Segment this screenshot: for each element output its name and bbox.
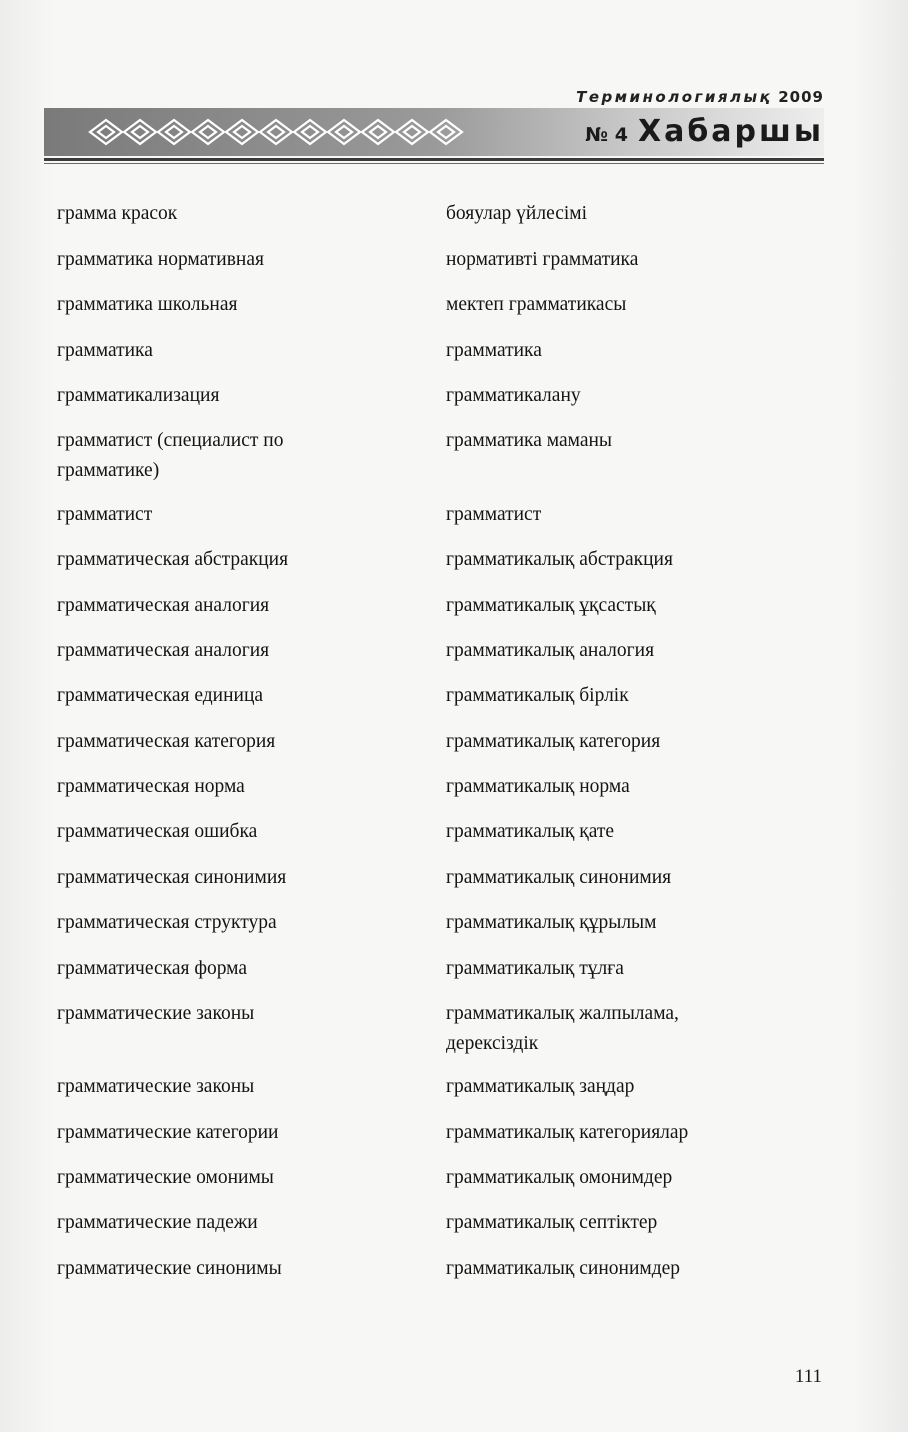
term-kazakh: грамматикалық тұлға [446,958,624,979]
term-russian: грамматика [57,340,153,361]
term-russian: грамматическая категория [57,731,276,752]
term-kazakh: грамматикалық синонимия [446,867,672,888]
term-russian: грамматические категории [57,1122,279,1143]
term-kazakh: грамматикалық жалпылама, дерексіздік [446,1003,679,1054]
journal-title: Терминологиялық [576,88,773,106]
term-kazakh: нормативті грамматика [446,249,639,270]
term-russian: грамматист (специалист по грамматике) [57,430,284,481]
term-kazakh: грамматикалық абстракция [446,549,673,570]
term-kazakh: грамматикалық категория [446,731,661,752]
term-kazakh: грамматикалық септіктер [446,1212,658,1233]
term-russian: грамматическая абстракция [57,549,289,570]
term-kazakh: грамматикалық аналогия [446,640,655,661]
term-kazakh: мектеп грамматикасы [446,294,627,315]
term-russian: грамматикализация [57,385,220,406]
term-kazakh: грамматикалық қате [446,821,615,842]
term-russian: грамматическая ошибка [57,821,258,842]
journal-name: Хабаршы [637,114,824,149]
term-kazakh: грамматикалану [446,385,581,406]
term-russian: грамматическая аналогия [57,595,270,616]
term-russian: грамматические падежи [57,1212,258,1233]
term-russian: грамматическая структура [57,912,277,933]
term-russian: грамматика нормативная [57,249,264,270]
term-kazakh: грамматика [446,340,542,361]
term-russian: грамматические законы [57,1003,255,1024]
term-kazakh: грамматикалық заңдар [446,1076,635,1097]
term-kazakh: грамматикалық құрылым [446,912,657,933]
term-kazakh: грамматикалық категориялар [446,1122,689,1143]
term-kazakh: грамматикалық синонимдер [446,1258,681,1279]
term-russian: грамматическая аналогия [57,640,270,661]
term-kazakh: грамматика маманы [446,430,613,451]
term-kazakh: грамматикалық омонимдер [446,1167,673,1188]
term-russian: грамматическая форма [57,958,248,979]
journal-year: 2009 [778,88,824,106]
term-kazakh: бояулар үйлесімі [446,203,588,224]
term-russian: грамматическая синонимия [57,867,287,888]
term-russian: грамматист [57,504,153,525]
page-number: 111 [794,1366,822,1387]
term-russian: грамма красок [57,203,178,224]
term-russian: грамматика школьная [57,294,238,315]
term-kazakh: грамматикалық бірлік [446,685,629,706]
term-kazakh: грамматикалық норма [446,776,630,797]
term-russian: грамматическая единица [57,685,264,706]
term-kazakh: грамматист [446,504,542,525]
issue-number: № 4 [585,124,628,146]
term-russian: грамматические синонимы [57,1258,282,1279]
term-kazakh: грамматикалық ұқсастық [446,595,656,616]
term-russian: грамматическая норма [57,776,245,797]
term-russian: грамматические омонимы [57,1167,274,1188]
term-russian: грамматические законы [57,1076,255,1097]
